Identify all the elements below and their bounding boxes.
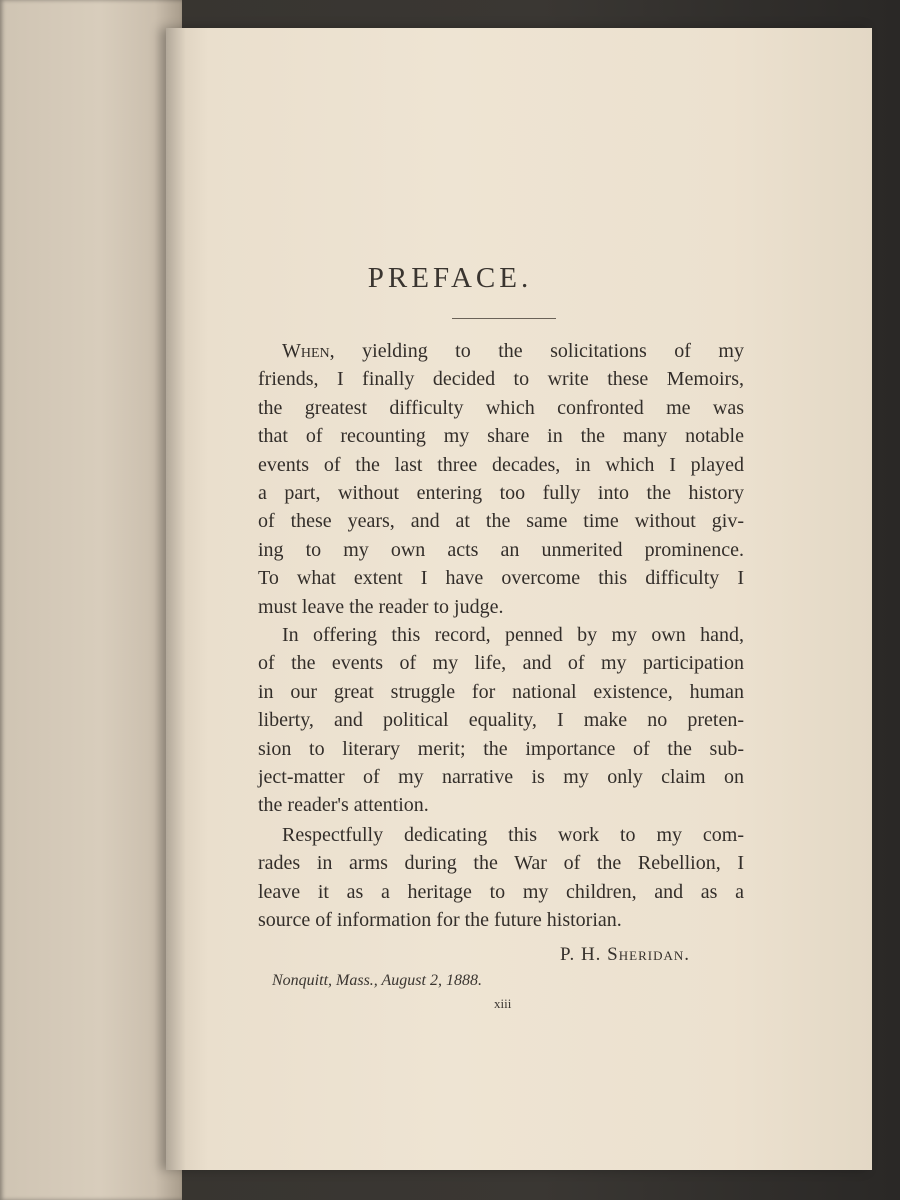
paragraph-3	[258, 821, 744, 935]
page-title: PREFACE.	[367, 262, 533, 294]
text-line: ing to my own acts an unmerited prominence.	[258, 538, 744, 561]
text-line: sion to literary merit; the importance of the sub-	[258, 737, 744, 760]
text-line: ject-matter of my narrative is my only claim on	[258, 765, 744, 788]
text-line: of these years, and at the same time without giv-	[258, 510, 744, 533]
text-line-content: yielding to the solicitations of my	[334, 340, 744, 362]
lead-word: When,	[282, 340, 335, 362]
paragraph-1	[258, 337, 744, 621]
text-line: the greatest difficulty which confronted me was	[258, 396, 744, 419]
text-line: liberty, and political equality, I make no preten-	[258, 709, 744, 732]
text-line: in our great struggle for national existence, human	[258, 680, 744, 703]
text-line: must leave the reader to judge.	[258, 595, 504, 618]
author-signature: P. H. Sheridan.	[560, 944, 690, 965]
page-number: xiii	[494, 996, 512, 1011]
text-line: leave it as a heritage to my children, and as a	[258, 880, 744, 903]
text-line	[258, 337, 744, 365]
paragraph-2	[258, 621, 744, 820]
text-line: friends, I finally decided to write these Memoirs,	[258, 368, 744, 391]
text-line: source of information for the future historian.	[258, 909, 622, 932]
text-line: of the events of my life, and of my participation	[258, 652, 744, 675]
text-line: a part, without entering too fully into the history	[258, 481, 744, 504]
text-line: that of recounting my share in the many notable	[258, 425, 744, 448]
title-rule	[452, 318, 556, 319]
text-line: To what extent I have overcome this difficulty I	[258, 567, 744, 590]
left-page-edge	[0, 0, 182, 1200]
text-line: In offering this record, penned by my own hand,	[282, 624, 744, 646]
text-line: the reader's attention.	[258, 794, 429, 817]
text-line: events of the last three decades, in which I played	[258, 453, 744, 476]
dateline: Nonquitt, Mass., August 2, 1888.	[272, 972, 482, 989]
text-line: rades in arms during the War of the Rebellion, I	[258, 852, 744, 875]
text-line: Respectfully dedicating this work to my com-	[282, 824, 744, 846]
page-gutter-shadow	[166, 28, 186, 1170]
